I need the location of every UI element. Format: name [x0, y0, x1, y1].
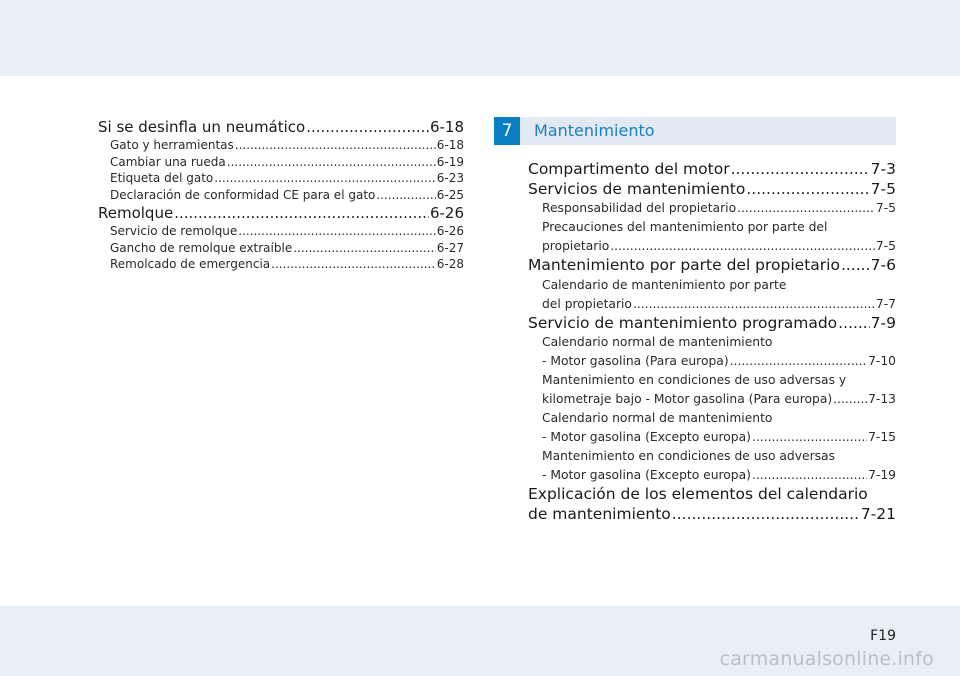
toc-entry-title: - Motor gasolina (Excepto europa)	[542, 430, 751, 444]
toc-entry-title: Mantenimiento por parte del propietario	[528, 256, 840, 274]
toc-entry-title: Gato y herramientas	[110, 138, 234, 152]
toc-left-column	[98, 117, 464, 273]
toc-leader-dots	[271, 256, 436, 273]
toc-leader-dots	[731, 160, 870, 180]
toc-entry-page: 7-5	[875, 239, 896, 253]
toc-entry[interactable]	[98, 240, 464, 257]
toc-leader-dots	[833, 390, 867, 409]
toc-entry[interactable]	[98, 223, 464, 240]
toc-leader-dots	[737, 199, 875, 218]
toc-entry-page: 7-6	[870, 256, 896, 274]
toc-entry-page: 6-25	[436, 187, 464, 202]
toc-entry-page: 6-27	[436, 240, 464, 255]
toc-entry-line: Calendario normal de mantenimiento	[542, 335, 773, 349]
toc-entry-title: - Motor gasolina (Para europa)	[542, 354, 729, 368]
toc-entry-title: Servicio de remolque	[110, 224, 238, 238]
toc-entry-title: Cambiar una rueda	[110, 154, 226, 169]
toc-leader-dots	[746, 180, 869, 200]
toc-entry-page: 7-9	[870, 313, 896, 332]
toc-entry-title: Declaración de conformidad CE para el gato	[110, 187, 376, 202]
toc-entry-last-line	[528, 505, 896, 525]
toc-entry-page: 6-18	[436, 138, 464, 152]
toc-entry-last-line	[542, 295, 896, 314]
toc-right-column	[528, 160, 896, 524]
toc-entry[interactable]	[528, 160, 896, 180]
toc-leader-dots	[214, 170, 436, 187]
chapter-title[interactable]: Mantenimiento	[534, 121, 655, 140]
toc-entry-title: Si se desinfla un neumático	[98, 118, 306, 136]
toc-entry-line: Mantenimiento en condiciones de uso adversas	[542, 449, 835, 463]
toc-entry-last-line	[542, 352, 896, 371]
toc-leader-dots	[174, 203, 429, 223]
toc-leader-dots	[238, 223, 435, 240]
toc-leader-dots	[672, 505, 860, 525]
toc-entry[interactable]	[98, 170, 464, 187]
toc-entry-multiline[interactable]	[528, 276, 896, 314]
toc-leader-dots	[752, 466, 867, 485]
toc-leader-dots	[235, 137, 436, 154]
watermark: carmanualsonline.info	[719, 648, 934, 670]
toc-entry[interactable]	[528, 256, 896, 276]
toc-entry-title: del propietario	[542, 296, 632, 311]
toc-entry[interactable]	[98, 137, 464, 154]
toc-entry-line: Calendario normal de mantenimiento	[542, 411, 773, 425]
toc-entry-multiline[interactable]	[528, 485, 896, 524]
toc-entry-page: 6-28	[436, 257, 464, 271]
toc-entry-line: Explicación de los elementos del calendario	[528, 485, 868, 503]
toc-entry-title: Remolque	[98, 204, 174, 222]
toc-entry[interactable]	[528, 199, 896, 218]
toc-entry-page: 6-26	[429, 204, 464, 222]
toc-entry[interactable]	[98, 154, 464, 171]
toc-entry-line: Precauciones del mantenimiento por parte del	[542, 220, 828, 234]
toc-leader-dots	[838, 314, 870, 334]
toc-entry-last-line	[542, 428, 896, 447]
top-band	[0, 0, 960, 76]
toc-leader-dots	[293, 240, 436, 257]
toc-entry-page: 7-5	[875, 201, 896, 215]
toc-entry-last-line	[542, 237, 896, 256]
toc-entry-page: 7-3	[870, 160, 896, 178]
toc-entry-page: 7-19	[868, 468, 896, 482]
toc-leader-dots	[841, 256, 870, 276]
toc-entry-page: 6-18	[429, 118, 464, 136]
toc-entry-title: kilometraje bajo - Motor gasolina (Para europa)	[542, 392, 833, 406]
toc-entry-page: 7-7	[875, 296, 896, 311]
toc-entry-page: 7-13	[868, 392, 896, 406]
toc-leader-dots	[227, 154, 436, 171]
toc-entry-multiline[interactable]	[528, 218, 896, 256]
toc-leader-dots	[752, 428, 867, 447]
toc-entry-title: Servicios de mantenimiento	[528, 179, 746, 198]
toc-entry[interactable]	[98, 187, 464, 204]
toc-entry[interactable]	[98, 203, 464, 223]
toc-entry-page: 7-15	[868, 430, 896, 444]
toc-entry-title: de mantenimiento	[528, 504, 671, 523]
toc-leader-dots	[376, 187, 435, 204]
page-number: F19	[870, 628, 896, 644]
toc-entry[interactable]	[528, 314, 896, 334]
toc-entry-last-line	[542, 390, 896, 409]
toc-entry-title: Servicio de mantenimiento programado	[528, 313, 838, 332]
toc-entry-title: - Motor gasolina (Excepto europa)	[542, 468, 751, 482]
toc-entry-title: Remolcado de emergencia	[110, 257, 271, 271]
toc-entry-title: propietario	[542, 239, 610, 253]
toc-entry-line: Mantenimiento en condiciones de uso adversas y	[542, 373, 847, 387]
chapter-number-badge: 7	[494, 117, 520, 145]
toc-leader-dots	[306, 117, 429, 137]
toc-entry-multiline[interactable]	[528, 409, 896, 447]
toc-entry-page: 6-23	[436, 171, 464, 185]
toc-entry-page: 6-26	[436, 224, 464, 238]
toc-leader-dots	[633, 295, 875, 314]
toc-leader-dots	[610, 237, 875, 256]
toc-entry-title: Etiqueta del gato	[110, 171, 214, 185]
toc-entry-page: 7-5	[870, 179, 896, 198]
toc-entry-title: Compartimento del motor	[528, 160, 730, 178]
toc-leader-dots	[730, 352, 867, 371]
toc-entry-line: Calendario de mantenimiento por parte	[542, 277, 787, 292]
toc-entry[interactable]	[98, 256, 464, 273]
toc-entry-multiline[interactable]	[528, 333, 896, 371]
toc-entry[interactable]	[528, 180, 896, 200]
toc-entry-last-line	[542, 466, 896, 485]
toc-entry[interactable]	[98, 117, 464, 137]
toc-entry-page: 7-21	[860, 504, 896, 523]
toc-entry-multiline[interactable]	[528, 371, 896, 409]
toc-entry-title: Gancho de remolque extraíble	[110, 240, 293, 255]
toc-entry-multiline[interactable]	[528, 447, 896, 485]
toc-entry-page: 6-19	[436, 154, 464, 169]
toc-entry-page: 7-10	[868, 354, 896, 368]
toc-entry-title: Responsabilidad del propietario	[542, 201, 737, 215]
